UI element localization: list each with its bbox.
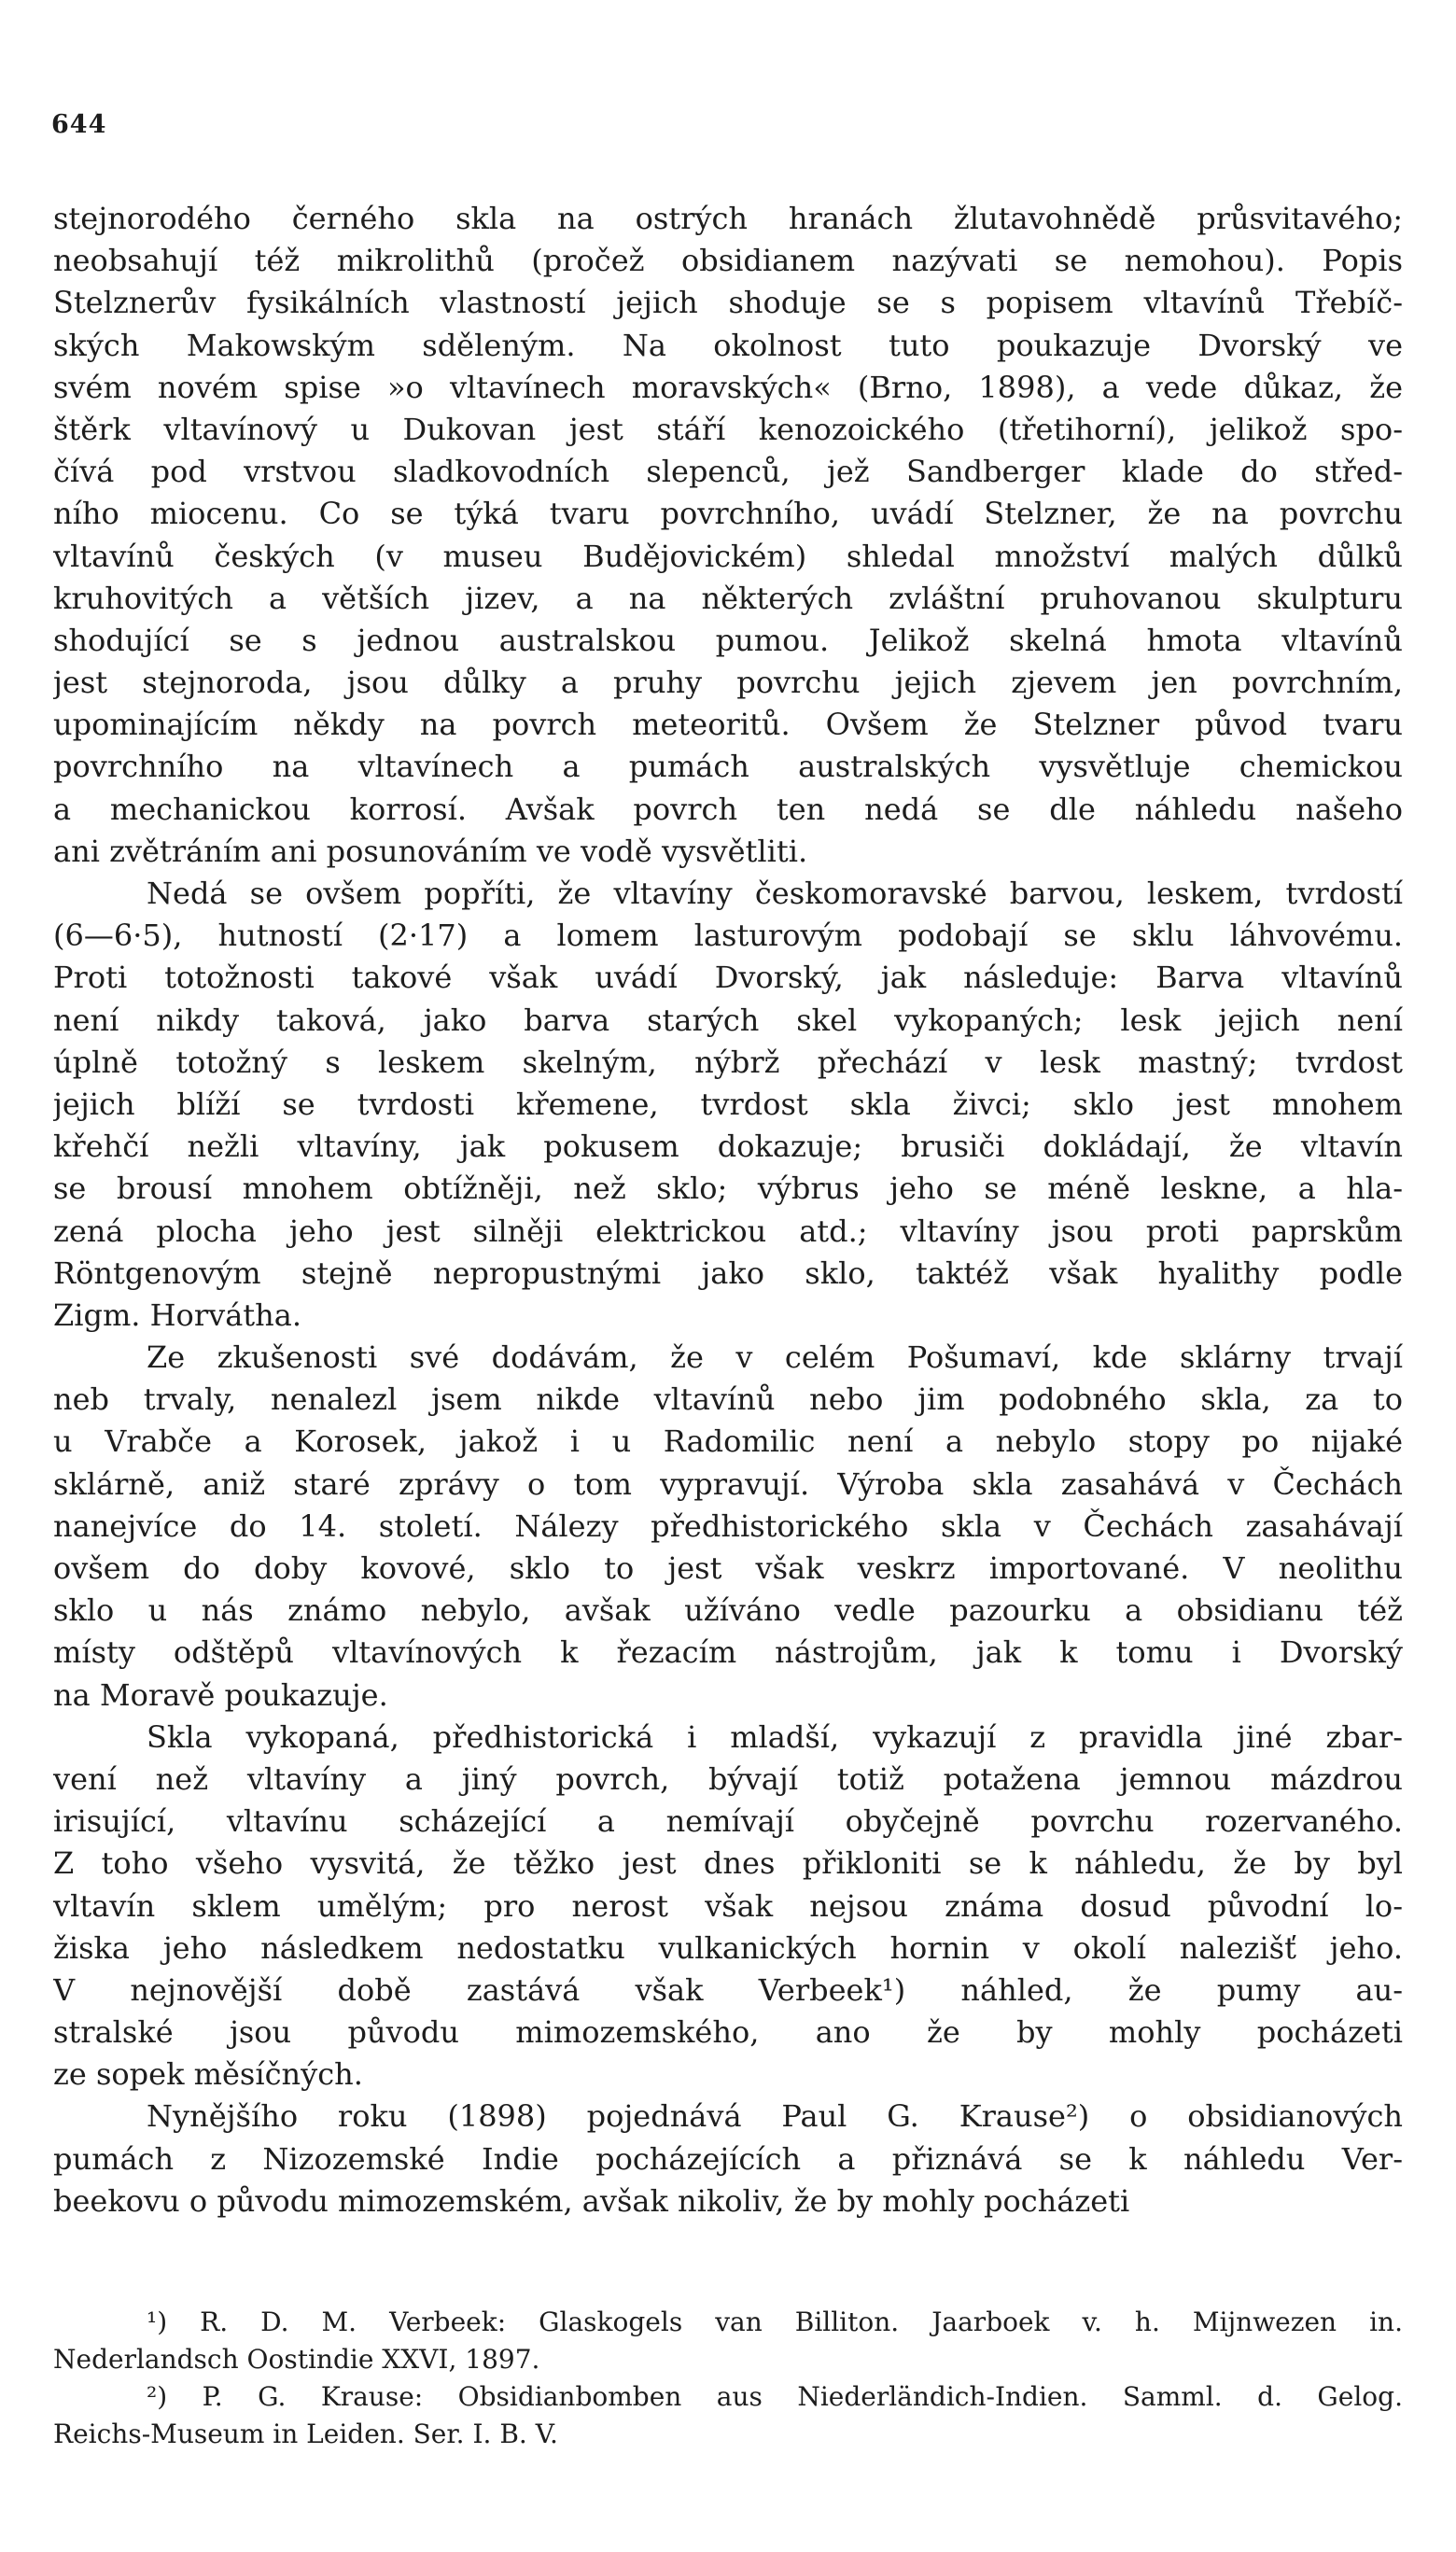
text-line: není nikdy taková, jako barva starých skel vykopaných; lesk jejich není [53,1002,1403,1038]
text-line: jejich blíží se tvrdosti křemene, tvrdost skla živci; sklo jest mnohem [53,1086,1403,1122]
text-line: neobsahují též mikrolithů (pročež obsidianem nazývati se nemohou). Popis [53,243,1403,279]
text-line: V nejnovější době zastává však Verbeek¹) náhled, že pumy au- [53,1971,1403,2008]
footnote-line: ²) P. G. Krause: Obsidianbomben aus Niederländich-Indien. Samml. d. Gelog. [147,2381,1403,2412]
text-line: stralské jsou původu mimozemského, ano že by mohly pocházeti [53,2014,1403,2051]
text-line: Zigm. Horvátha. [53,1297,301,1333]
text-line: Proti totožnosti takové však uvádí Dvorský, jak následuje: Barva vltavínů [53,960,1403,996]
text-line: neb trvaly, nenalezl jsem nikde vltavínů nebo jim podobného skla, za to [53,1381,1403,1418]
text-line: čívá pod vrstvou sladkovodních slepenců, jež Sandberger klade do střed- [53,454,1403,490]
text-line: Z toho všeho vysvitá, že těžko jest dnes přikloniti se k náhledu, že by byl [53,1845,1403,1882]
text-line: vltavínů českých (v museu Budějovickém) shledal množství malých důlků [53,538,1403,574]
text-line: vení než vltavíny a jiný povrch, bývají totiž potažena jemnou mázdrou [53,1760,1403,1797]
text-line: Nedá se ovšem popříti, že vltavíny českomoravské barvou, leskem, tvrdostí [147,876,1403,911]
footnote-line: Nederlandsch Oostindie XXVI, 1897. [53,2344,540,2375]
text-line: se brousí mnohem obtížněji, než sklo; výbrus jeho se méně leskne, a hla- [53,1171,1403,1207]
text-line: svém novém spise »o vltavínech moravských« (Brno, 1898), a vede důkaz, že [53,369,1403,405]
text-line: (6—6·5), hutností (2·17) a lomem lasturovým podobají se sklu láhvovému. [53,918,1403,954]
text-line: u Vrabče a Korosek, jakož i u Radomilic není a nebylo stopy po nijaké [53,1423,1403,1460]
text-line: ských Makowským sděleným. Na okolnost tuto poukazuje Dvorský ve [53,327,1403,363]
body-text [53,198,1403,2222]
text-line: Nynějšího roku (1898) pojednává Paul G. Krause²) o obsidianových [147,2098,1403,2135]
text-line: jest stejnoroda, jsou důlky a pruhy povrchu jejich zjevem jen povrchním, [53,665,1403,701]
text-line: sklo u nás známo nebylo, avšak užíváno vedle pazourku a obsidianu též [53,1592,1403,1629]
text-line: Stelznerův fysikálních vlastností jejich shoduje se s popisem vltavínů Třebíč- [53,285,1403,321]
text-line: Skla vykopaná, předhistorická i mladší, vykazují z pravidla jiné zbar- [147,1718,1403,1755]
text-line: upominajícím někdy na povrch meteoritů. Ovšem že Stelzner původ tvaru [53,707,1403,743]
text-line: křehčí nežli vltavíny, jak pokusem dokazuje; brusiči dokládají, že vltavín [53,1129,1403,1165]
text-line: beekovu o původu mimozemském, avšak nikoliv, že by mohly pocházeti [53,2182,1130,2219]
text-line: Röntgenovým stejně nepropustnými jako sklo, taktéž však hyalithy podle [53,1255,1403,1291]
page-number: 644 [51,110,107,139]
text-line: žiska jeho následkem nedostatku vulkanických hornin v okolí nalezišť jeho. [53,1929,1403,1966]
footnote-line: ¹) R. D. M. Verbeek: Glaskogels van Billiton. Jaarboek v. h. Mijnwezen in. [147,2307,1403,2337]
text-line: ovšem do doby kovové, sklo to jest však veskrz importované. V neolithu [53,1550,1403,1586]
text-line: ani zvětráním ani posunováním ve vodě vysvětliti. [53,833,808,869]
text-line: pumách z Nizozemské Indie pocházejících a přiznává se k náhledu Ver- [53,2140,1403,2177]
text-line: ze sopek měsíčných. [53,2056,363,2093]
footnotes [53,2304,1403,2453]
text-line: úplně totožný s leskem skelným, nýbrž přechází v lesk mastný; tvrdost [53,1044,1403,1080]
text-line: vltavín sklem umělým; pro nerost však nejsou známa dosud původní lo- [53,1887,1403,1924]
text-line: zená plocha jeho jest silněji elektrickou atd.; vltavíny jsou proti paprskům [53,1213,1403,1249]
text-line: Ze zkušenosti své dodávám, že v celém Pošumaví, kde sklárny trvají [147,1339,1403,1376]
text-line: kruhovitých a větších jizev, a na některých zvláštní pruhovanou skulpturu [53,580,1403,616]
text-line: štěrk vltavínový u Dukovan jest stáří kenozoického (třetihorní), jelikož spo- [53,411,1403,447]
text-line: stejnorodého černého skla na ostrých hranách žlutavohnědě průsvitavého; [53,201,1403,236]
text-line: ního miocenu. Co se týká tvaru povrchního, uvádí Stelzner, že na povrchu [53,496,1403,532]
text-line: a mechanickou korrosí. Avšak povrch ten nedá se dle náhledu našeho [53,791,1403,827]
text-line: sklárně, aniž staré zprávy o tom vypravují. Výroba skla zasahává v Čechách [53,1465,1403,1502]
text-line: shodující se s jednou australskou pumou. Jelikož skelná hmota vltavínů [53,622,1403,658]
text-line: na Moravě poukazuje. [53,1676,388,1713]
text-line: povrchního na vltavínech a pumách australských vysvětluje chemickou [53,749,1403,785]
footnote-line: Reichs-Museum in Leiden. Ser. I. B. V. [53,2419,558,2449]
text-line: irisující, vltavínu scházející a nemívají obyčejně povrchu rozervaného. [53,1803,1403,1840]
text-line: místy odštěpů vltavínových k řezacím nástrojům, jak k tomu i Dvorský [53,1634,1403,1671]
text-line: nanejvíce do 14. století. Nálezy předhistorického skla v Čechách zasahávají [53,1507,1403,1544]
